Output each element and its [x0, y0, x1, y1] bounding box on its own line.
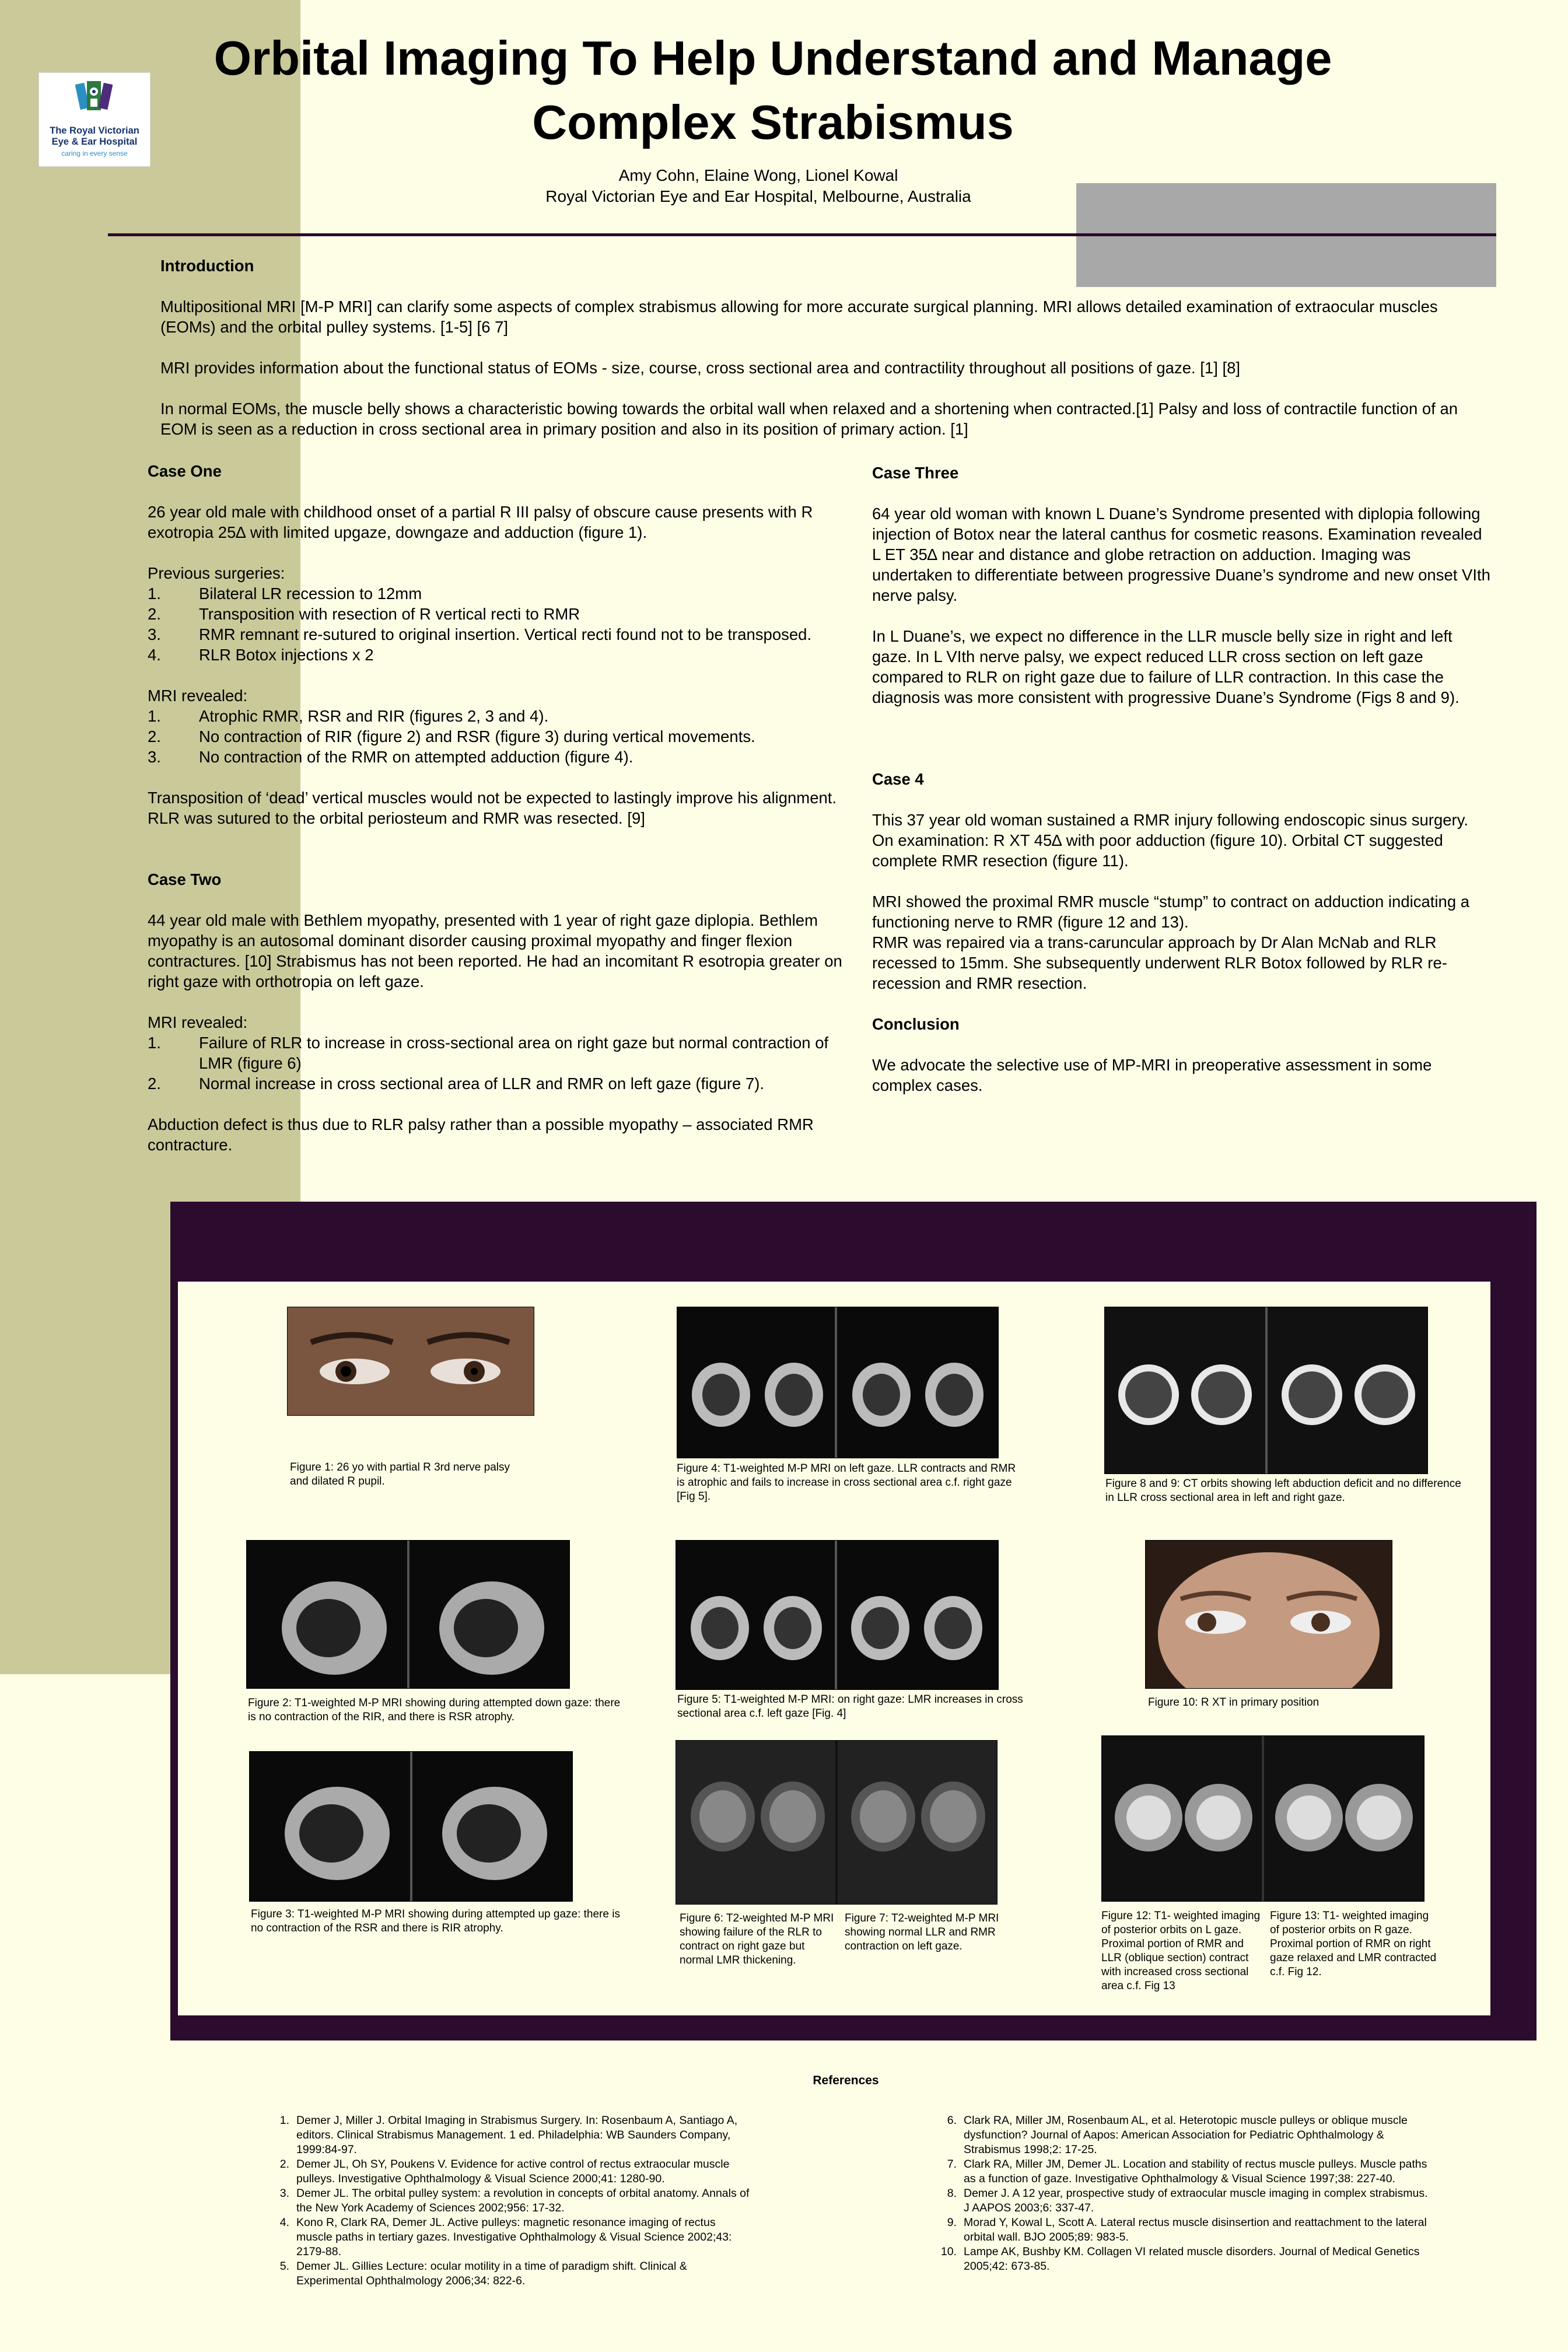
- figure-5-mri: [676, 1540, 999, 1690]
- case-four-heading: Case 4: [872, 770, 924, 788]
- list-item: 3. RMR remnant re-sutured to original insertion. Vertical recti found not to be transposed.: [148, 625, 812, 643]
- reference-item: 1. Demer J, Miller J. Orbital Imaging in Strabismus Surgery. In: Rosenbaum A, Santiago A, editors. Clinical Strabismus Management. 1 ed. Philadelphia: WB Saunders Company, 1999:84-97.: [279, 2114, 738, 2156]
- case-three-paragraph-1: 64 year old woman with known L Duane’s Syndrome presented with diplopia following injection of Botox near the lateral canthus for cosmetic reasons. Examination revealed L ET 35∆ near and distance and globe retraction on adduction. Imaging was undertaken to differentiate between progressive Duane’s syndrome and new onset VIth nerve palsy.: [872, 505, 1490, 604]
- references-right: [936, 2113, 1432, 2274]
- introduction-heading: Introduction: [160, 257, 254, 275]
- figure-1-caption: Figure 1: 26 yo with partial R 3rd nerve palsy and dilated R pupil.: [290, 1461, 510, 1488]
- reference-item: 4. Kono R, Clark RA, Demer JL. Active pulleys: magnetic resonance imaging of rectus muscle paths in tertiary gazes. Investigative Ophthalmology & Visual Science 2002;43: 2179-88.: [279, 2216, 732, 2258]
- intro-paragraph-3: In normal EOMs, the muscle belly shows a characteristic bowing towards the orbital wall when relaxed and a shortening when contracted.[1] Palsy and loss of contractile function of an EOM is seen as a reduction in cross sectional area in primary position and also in its position of primary action. [1]: [160, 400, 1458, 438]
- references-left: [268, 2113, 752, 2288]
- figure-8-9-caption: Figure 8 and 9: CT orbits showing left abduction deficit and no difference in LLR cross sectional area in left and right gaze.: [1105, 1478, 1461, 1504]
- figure-10-caption: Figure 10: R XT in primary position: [1148, 1696, 1320, 1709]
- figure-2-caption: Figure 2: T1-weighted M-P MRI showing during attempted down gaze: there is no contraction of the RIR, and there is RSR atrophy.: [248, 1697, 621, 1723]
- case-two-paragraph-1: 44 year old male with Bethlem myopathy, presented with 1 year of right gaze diplopia. Bethlem myopathy is an autosomal dominant disorder causing proximal myopathy and finger flexion contractures. [10] Strabismus has not been reported. He had an incomitant R esotropia greater on right gaze with orthotropia on left gaze.: [148, 911, 842, 991]
- mri-revealed-heading: MRI revealed:: [148, 687, 248, 705]
- case-four-paragraph-3: RMR was repaired via a trans-caruncular approach by Dr Alan McNab and RLR recessed to 15mm. She subsequently underwent RLR Botox followed by RLR re-recession and RMR resection.: [872, 933, 1447, 992]
- figure-5-caption: Figure 5: T1-weighted M-P MRI: on right gaze: LMR increases in cross sectional area c.f. left gaze [Fig. 4]: [677, 1693, 1023, 1720]
- reference-item: 7. Clark RA, Miller JM, Demer JL. Location and stability of rectus muscle pulleys. Muscle paths as a function of gaze. Investigative Ophthalmology & Visual Science 1997;38: 227-40.: [947, 2158, 1427, 2185]
- figure-6-caption: Figure 6: T2-weighted M-P MRI showing failure of the RLR to contract on right gaze but normal LMR thickening.: [680, 1912, 834, 1966]
- case-one-paragraph-2: Transposition of ‘dead’ vertical muscles would not be expected to lastingly improve his alignment. RLR was sutured to the orbital periosteum and RMR was resected. [9]: [148, 789, 837, 827]
- list-item: 1. Failure of RLR to increase in cross-sectional area on right gaze but normal contraction of LMR (figure 6): [148, 1034, 829, 1072]
- figure-2-mri: [246, 1540, 570, 1689]
- case-two-paragraph-2: Abduction defect is thus due to RLR palsy rather than a possible myopathy – associated RMR contracture.: [148, 1115, 814, 1154]
- list-item: 3. No contraction of the RMR on attempted adduction (figure 4).: [148, 748, 634, 766]
- reference-item: 2. Demer JL, Oh SY, Poukens V. Evidence for active control of rectus extraocular muscle pulleys. Investigative Ophthalmology & Visual Science 2000;41: 1280-90.: [279, 2158, 730, 2185]
- conclusion-paragraph: We advocate the selective use of MP-MRI in preoperative assessment in some complex cases.: [872, 1056, 1432, 1094]
- hospital-emblem-icon: [75, 79, 113, 116]
- hospital-logo: [38, 72, 150, 167]
- reference-item: 6. Clark RA, Miller JM, Rosenbaum AL, et al. Heterotopic muscle pulleys or oblique muscle dysfunction? Journal of Aapos: American Association for Pediatric Ophthalmology & Strabismus 1998;2: 17-25.: [947, 2114, 1408, 2156]
- case-one-heading: Case One: [148, 462, 222, 480]
- list-item: 2. No contraction of RIR (figure 2) and RSR (figure 3) during vertical movements.: [148, 727, 755, 746]
- figure-4-mri: [677, 1307, 999, 1458]
- case-four-paragraph-2: MRI showed the proximal RMR muscle “stump” to contract on adduction indicating a functioning nerve to RMR (figure 12 and 13).: [872, 892, 1470, 931]
- figure-12-caption: Figure 12: T1- weighted imaging of posterior orbits on L gaze. Proximal portion of RMR and LLR (oblique section) contract with increased cross sectional area c.f. Fig 13: [1101, 1910, 1261, 1992]
- list-item: 1. Bilateral LR recession to 12mm: [148, 584, 422, 603]
- case-three-section: [872, 463, 1490, 1096]
- case-one-section: [148, 461, 865, 1155]
- reference-item: 3. Demer JL. The orbital pulley system: a revolution in concepts of orbital anatomy. Annals of the New York Academy of Sciences 2002;956: 17-32.: [279, 2187, 750, 2214]
- reference-item: 8. Demer J. A 12 year, prospective study of extraocular muscle imaging in complex strabismus. J AAPOS 2003;6: 337-47.: [947, 2187, 1428, 2214]
- case-four-paragraph-1: This 37 year old woman sustained a RMR injury following endoscopic sinus surgery. On examination: R XT 45∆ with poor adduction (figure 10). Orbital CT suggested complete RMR resection (figure 11).: [872, 811, 1469, 870]
- list-item: 2. Transposition with resection of R vertical recti to RMR: [148, 605, 580, 623]
- previous-surgeries-heading: Previous surgeries:: [148, 564, 285, 582]
- figure-13-caption: Figure 13: T1- weighted imaging of posterior orbits on R gaze. Proximal portion of RMR on right gaze relaxed and LMR contracted c.f. Fig 12.: [1270, 1910, 1437, 1978]
- figure-6-7-mri: [676, 1740, 998, 1905]
- references-heading: References: [813, 2074, 879, 2087]
- reference-item: 5. Demer JL. Gillies Lecture: ocular motility in a time of paradigm shift. Clinical & Experimental Ophthalmology 2006;34: 822-6.: [279, 2260, 687, 2287]
- author-block: [233, 165, 1283, 207]
- figure-3-mri: [249, 1751, 573, 1902]
- intro-paragraph-1: Multipositional MRI [M-P MRI] can clarify some aspects of complex strabismus allowing for more accurate surgical planning. MRI allows detailed examination of extraocular muscles (EOMs) and the orbital pulley systems. [1-5] [6 7]: [160, 298, 1438, 336]
- figure-8-9-ct: [1104, 1307, 1428, 1474]
- figure-3-caption: Figure 3: T1-weighted M-P MRI showing during attempted up gaze: there is no contraction of the RSR and there is RIR atrophy.: [251, 1908, 620, 1934]
- list-item: 2. Normal increase in cross sectional area of LLR and RMR on left gaze (figure 7).: [148, 1074, 765, 1093]
- logo-tagline: caring in every sense: [61, 149, 128, 158]
- case-three-heading: Case Three: [872, 464, 959, 482]
- reference-item: 9. Morad Y, Kowal L, Scott A. Lateral rectus muscle disinsertion and reattachment to the lateral orbital wall. BJO 2005;89: 983-5.: [947, 2216, 1427, 2244]
- figure-1-photo: [287, 1307, 534, 1416]
- reference-item: 10. Lampe AK, Bushby KM. Collagen VI related muscle disorders. Journal of Medical Genetics 2005;42: 673-85.: [940, 2245, 1420, 2273]
- header-divider: [108, 233, 1496, 236]
- poster-title: Orbital Imaging To Help Understand and Manage Complex Strabismus: [214, 31, 1332, 149]
- case-two-heading: Case Two: [148, 870, 222, 888]
- affiliation: Royal Victorian Eye and Ear Hospital, Melbourne, Australia: [545, 187, 971, 205]
- list-item: 1. Atrophic RMR, RSR and RIR (figures 2, 3 and 4).: [148, 707, 549, 725]
- case-two-mri-heading: MRI revealed:: [148, 1013, 248, 1031]
- conclusion-heading: Conclusion: [872, 1015, 960, 1033]
- figure-4-caption: Figure 4: T1-weighted M-P MRI on left gaze. LLR contracts and RMR is atrophic and fails to increase in cross sectional area c.f. right gaze [Fig 5].: [677, 1462, 1016, 1503]
- list-item: 4. RLR Botox injections x 2: [148, 646, 374, 664]
- logo-name: The Royal Victorian Eye & Ear Hospital: [50, 125, 139, 147]
- authors: Amy Cohn, Elaine Wong, Lionel Kowal: [618, 166, 898, 184]
- figure-12-13-mri: [1101, 1735, 1424, 1902]
- figure-10-photo: [1145, 1540, 1392, 1689]
- case-three-paragraph-2: In L Duane’s, we expect no difference in the LLR muscle belly size in right and left gaze. In L VIth nerve palsy, we expect reduced LLR cross section on left gaze compared to RLR on right gaze due to failure of LLR contraction. In this case the diagnosis was more consistent with progressive Duane’s Syndrome (Figs 8 and 9).: [872, 627, 1460, 706]
- intro-paragraph-2: MRI provides information about the functional status of EOMs - size, course, cross sectional area and contractility throughout all positions of gaze. [1] [8]: [160, 359, 1241, 377]
- figure-7-caption: Figure 7: T2-weighted M-P MRI showing normal LLR and RMR contraction on left gaze.: [845, 1912, 999, 1952]
- introduction-section: [160, 256, 1485, 439]
- case-one-paragraph-1: 26 year old male with childhood onset of a partial R III palsy of obscure cause presents with R exotropia 25∆ with limited upgaze, downgaze and adduction (figure 1).: [148, 503, 813, 541]
